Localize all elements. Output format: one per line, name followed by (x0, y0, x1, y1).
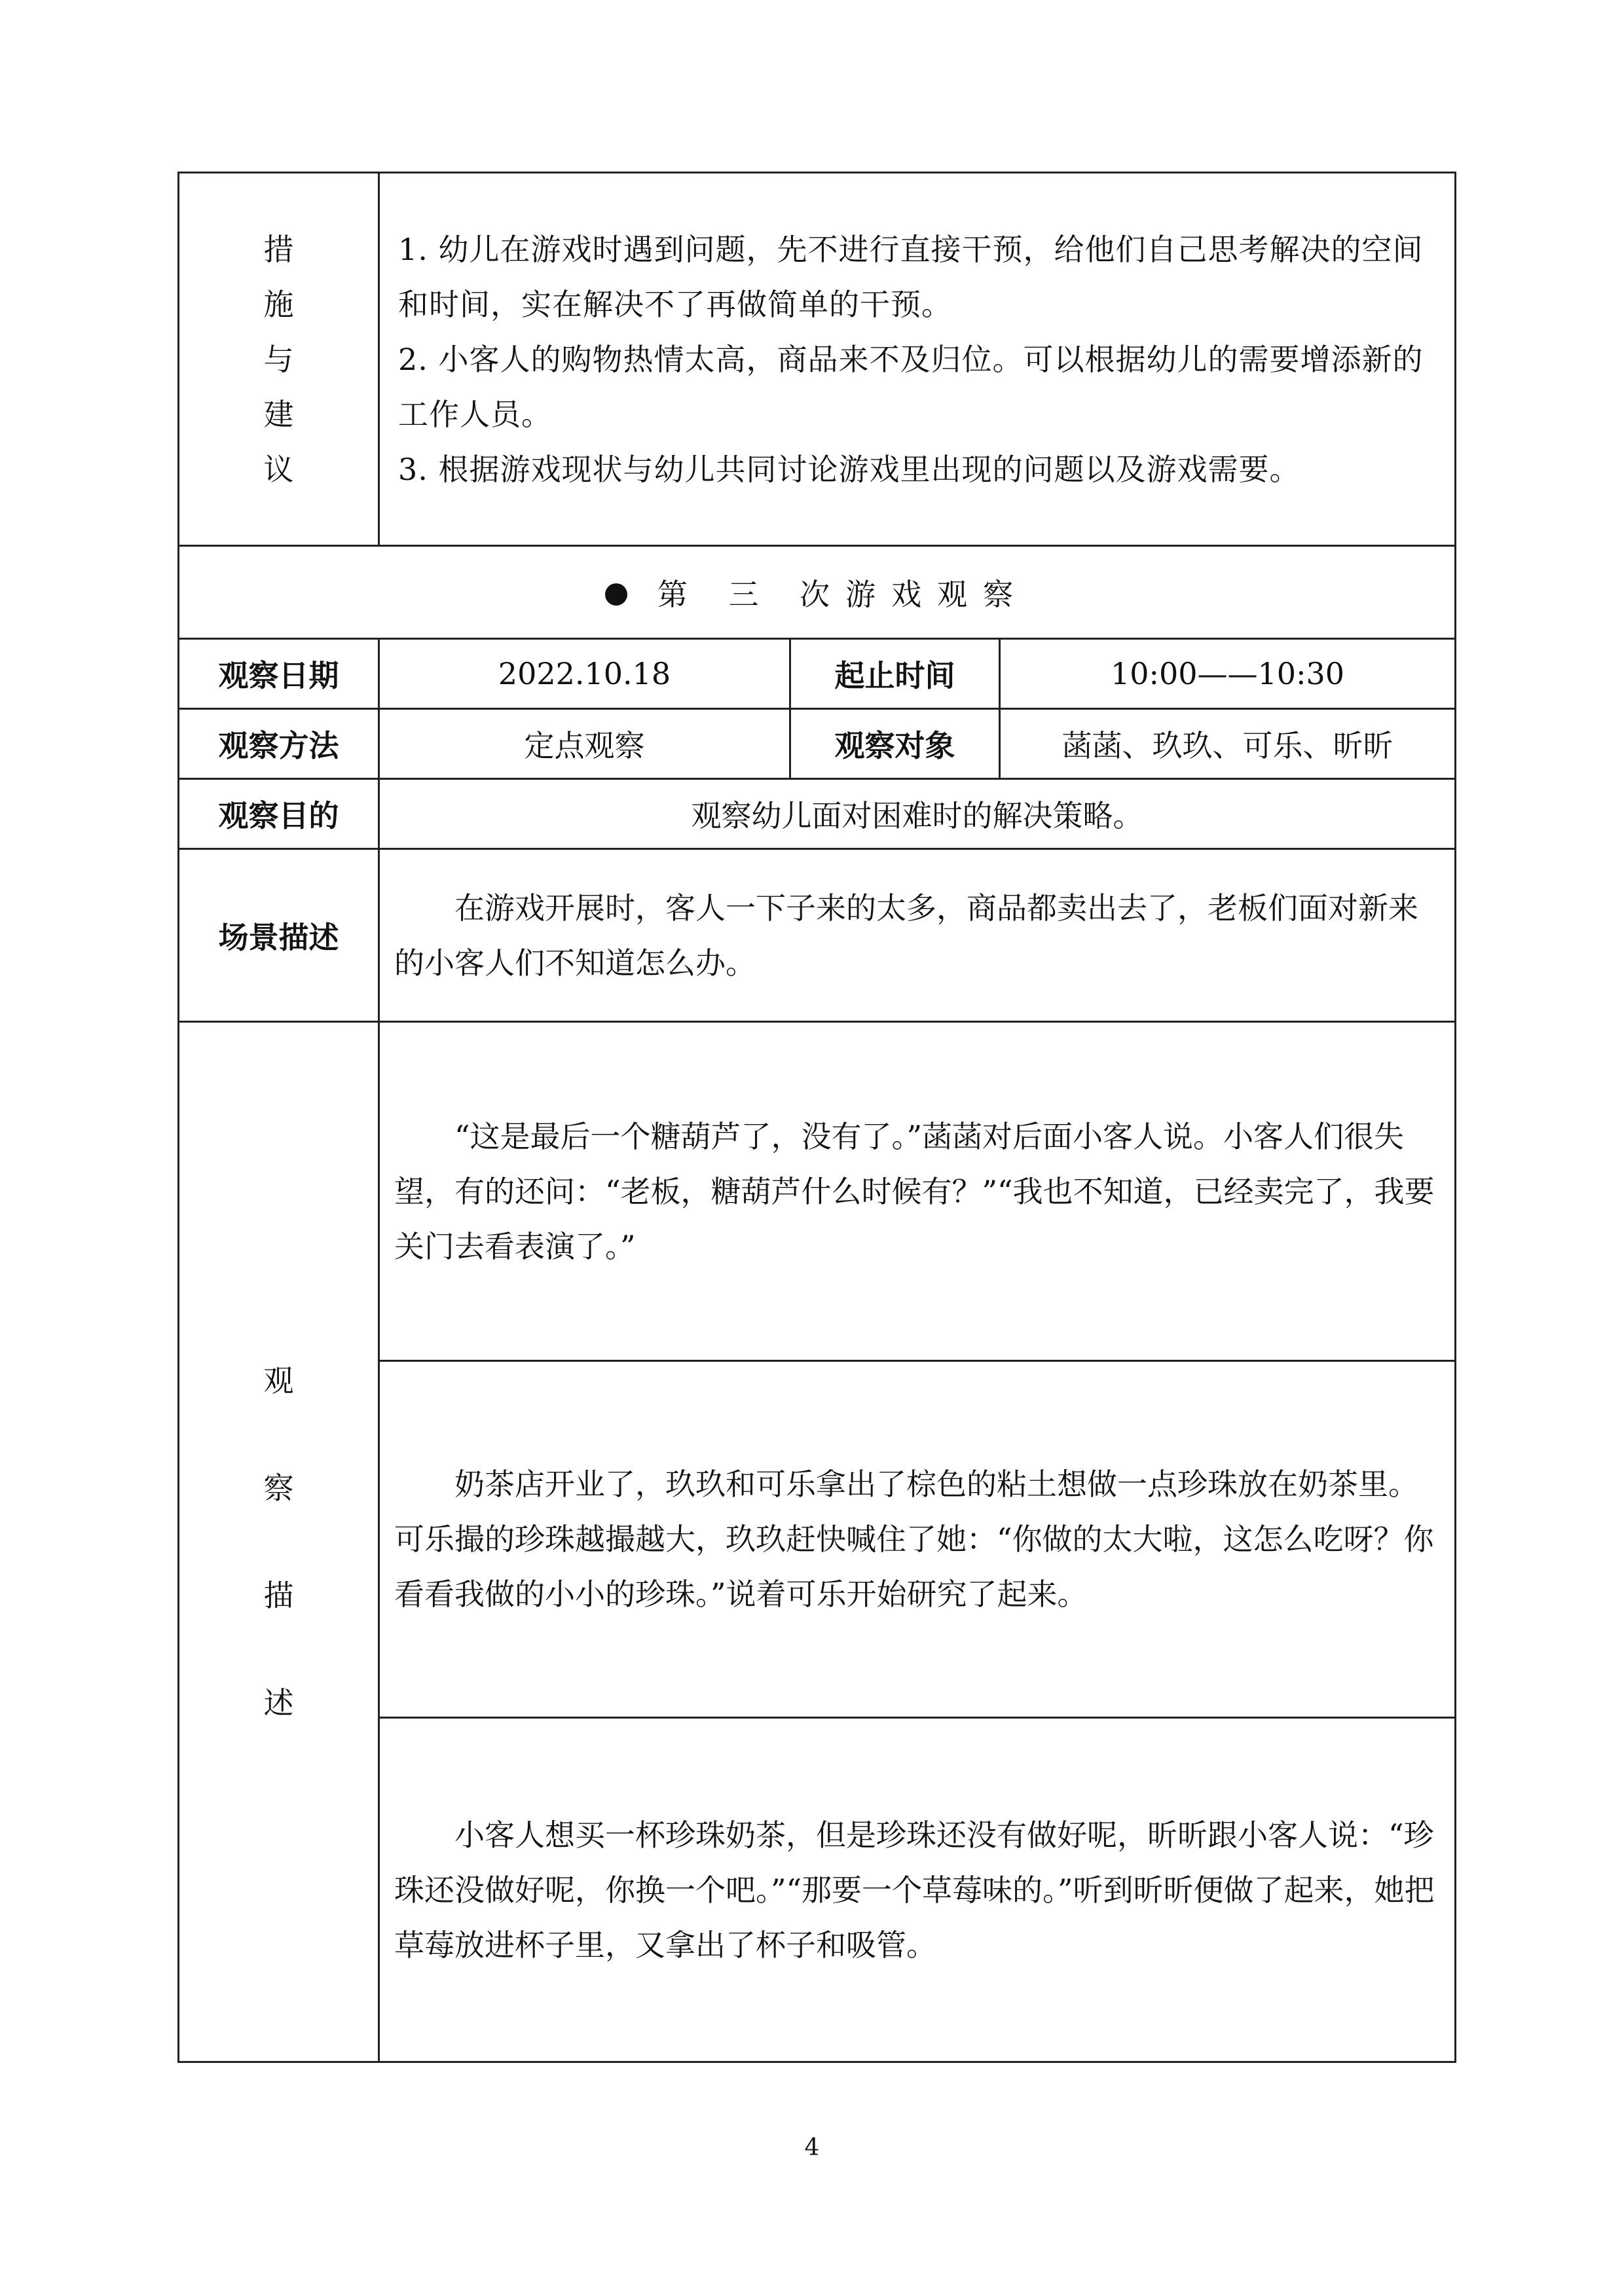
scene-label: 场景描述 (179, 849, 379, 1022)
observation-cell (379, 1718, 1456, 2062)
date-value: 2022.10.18 (379, 639, 790, 709)
scene-row (179, 849, 1456, 1022)
observation-paragraph: 奶茶店开业了，玖玖和可乐拿出了棕色的粘土想做一点珍珠放在奶茶里。可乐撮的珍珠越撮越大，玖玖赶快喊住了她：“你做的太大啦，这怎么吃呀？你看看我做的小小的珍珠。”说着可乐开始研究了起来。 (394, 1467, 1434, 1612)
observation-cell (379, 1361, 1456, 1718)
measures-label-char: 与 (263, 341, 294, 377)
purpose-row (179, 779, 1456, 849)
observation-label-char: 察 (263, 1470, 294, 1506)
observation-label-char: 述 (263, 1685, 294, 1721)
observation-label (179, 1022, 379, 2062)
observation-row (179, 1022, 1456, 1361)
observation-table (177, 172, 1456, 2063)
section-header (179, 546, 1456, 639)
purpose-value: 观察幼儿面对困难时的解决策略。 (379, 779, 1456, 849)
purpose-label: 观察目的 (179, 779, 379, 849)
measures-item: 1. 幼儿在游戏时遇到问题，先不进行直接干预，给他们自己思考解决的空间和时间，实在解决不了再做简单的干预。 (398, 231, 1424, 322)
measures-item: 3. 根据游戏现状与幼儿共同讨论游戏里出现的问题以及游戏需要。 (398, 451, 1301, 487)
measures-item: 2. 小客人的购物热情太高，商品来不及归位。可以根据幼儿的需要增添新的工作人员。 (398, 341, 1424, 432)
subject-label: 观察对象 (790, 709, 1000, 779)
measures-label (179, 173, 379, 546)
scene-text: 在游戏开展时，客人一下子来的太多，商品都卖出去了，老板们面对新来的小客人们不知道怎么办。 (394, 890, 1418, 981)
measures-label-char: 建 (263, 396, 294, 432)
measures-label-char: 措 (263, 231, 294, 267)
section-header-text: 第 三 次游戏观察 (657, 576, 1029, 612)
time-value: 10:00——10:30 (1000, 639, 1456, 709)
date-time-row (179, 639, 1456, 709)
measures-content (379, 173, 1456, 546)
subject-value: 菡菡、玖玖、可乐、昕昕 (1000, 709, 1456, 779)
method-subject-row (179, 709, 1456, 779)
page-number: 4 (804, 2134, 820, 2161)
observation-paragraph: 小客人想买一杯珍珠奶茶，但是珍珠还没有做好呢，昕昕跟小客人说：“珍珠还没做好呢，你换一个吧。”“那要一个草莓味的。”听到昕昕便做了起来，她把草莓放进杯子里，又拿出了杯子和吸管。 (394, 1817, 1435, 1963)
section-header-row (179, 546, 1456, 639)
measures-label-char: 议 (263, 451, 294, 487)
date-label: 观察日期 (179, 639, 379, 709)
observation-cell (379, 1022, 1456, 1361)
observation-label-char: 观 (263, 1363, 294, 1398)
measures-row (179, 173, 1456, 546)
method-label: 观察方法 (179, 709, 379, 779)
bullet-icon (605, 583, 627, 606)
observation-label-char: 描 (263, 1578, 294, 1613)
measures-label-char: 施 (263, 286, 294, 322)
observation-paragraph: “这是最后一个糖葫芦了，没有了。”菡菡对后面小客人说。小客人们很失望，有的还问：“老板，糖葫芦什么时候有？”“我也不知道，已经卖完了，我要关门去看表演了。” (394, 1118, 1435, 1264)
scene-value (379, 849, 1456, 1022)
method-value: 定点观察 (379, 709, 790, 779)
time-label: 起止时间 (790, 639, 1000, 709)
